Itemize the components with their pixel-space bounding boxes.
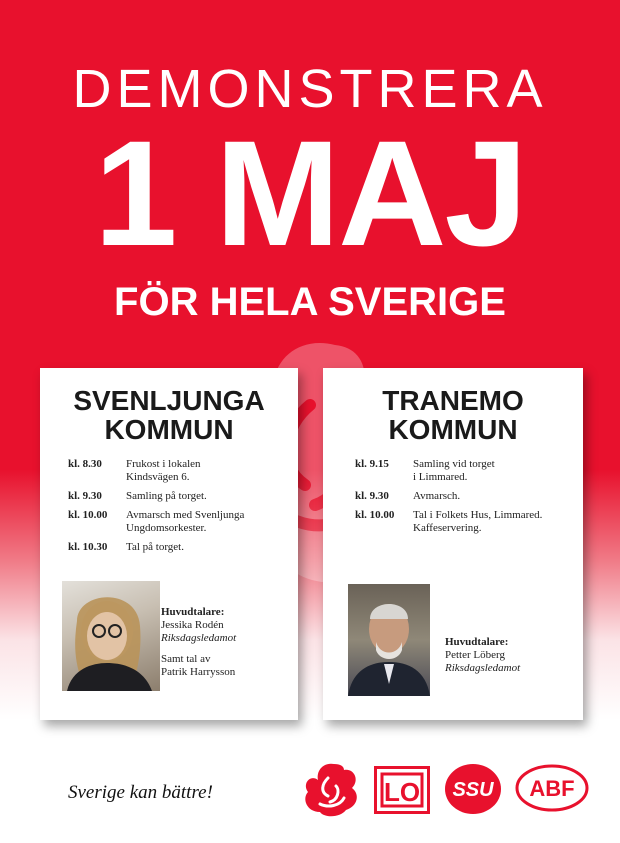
- schedule-desc: Frukost i lokalen Kindsvägen 6.: [126, 458, 201, 483]
- speaker-role: Riksdagsledamot: [445, 662, 521, 674]
- headline-demonstrera: DEMONSTRERA: [72, 59, 548, 119]
- headline-date: 1 MAJ: [94, 109, 526, 277]
- schedule-time: kl. 9.30: [355, 490, 389, 502]
- schedule-time: kl. 9.30: [68, 490, 102, 502]
- abf-logo-text: ABF: [529, 776, 575, 801]
- schedule-desc: Avmarsch med Svenljunga Ungdomsorkester.: [126, 509, 245, 534]
- schedule-list: [40, 458, 298, 554]
- ssu-logo-text: SSU: [452, 779, 494, 801]
- ssu-logo: [444, 763, 502, 815]
- card-title-line1: SVENLJUNGA: [73, 385, 265, 416]
- schedule-row: [68, 458, 298, 484]
- speaker-photo: [62, 581, 160, 691]
- schedule-time: kl. 10.30: [68, 541, 108, 553]
- schedule-desc: Avmarsch.: [413, 490, 461, 502]
- slogan: Sverige kan bättre!: [68, 782, 213, 803]
- card-title: [40, 386, 298, 444]
- schedule-time: kl. 10.00: [68, 509, 108, 521]
- schedule-desc: Tal på torget.: [126, 541, 184, 553]
- speaker-name: Jessika Rodén: [161, 619, 224, 631]
- schedule-desc: Samling vid torget i Limmared.: [413, 458, 495, 483]
- schedule-row: [355, 509, 583, 535]
- lo-logo: [374, 766, 430, 814]
- schedule-time: kl. 8.30: [68, 458, 102, 470]
- abf-logo: [515, 764, 589, 812]
- schedule-row: [68, 509, 298, 535]
- svenljunga-card: [40, 368, 298, 720]
- schedule-row: [355, 458, 583, 484]
- headline-subtitle: FÖR HELA SVERIGE: [114, 280, 506, 324]
- schedule-time: kl. 9.15: [355, 458, 389, 470]
- schedule-desc: Tal i Folkets Hus, Limmared. Kaffeservering.: [413, 509, 543, 534]
- schedule-list: [323, 458, 583, 535]
- schedule-row: [355, 490, 583, 503]
- speaker-info: [161, 606, 236, 679]
- schedule-row: [68, 541, 298, 554]
- speaker-name: Petter Löberg: [445, 649, 505, 661]
- schedule-desc: Samling på torget.: [126, 490, 207, 502]
- speaker-label: Huvudtalare:: [161, 606, 225, 618]
- card-title-line2: KOMMUN: [388, 414, 518, 445]
- schedule-time: kl. 10.00: [355, 509, 395, 521]
- card-title-line2: KOMMUN: [104, 414, 234, 445]
- speaker-photo: [348, 584, 430, 696]
- additional-speaker: Samt tal av Patrik Harrysson: [161, 653, 236, 678]
- card-title-line1: TRANEMO: [382, 385, 524, 416]
- card-title: [323, 386, 583, 444]
- schedule-row: [68, 490, 298, 503]
- rose-icon: [302, 760, 360, 818]
- lo-logo-text: LO: [383, 777, 421, 807]
- tranemo-card: [323, 368, 583, 720]
- speaker-role: Riksdagsledamot: [161, 632, 237, 644]
- speaker-label: Huvudtalare:: [445, 636, 509, 648]
- speaker-info: [445, 636, 520, 675]
